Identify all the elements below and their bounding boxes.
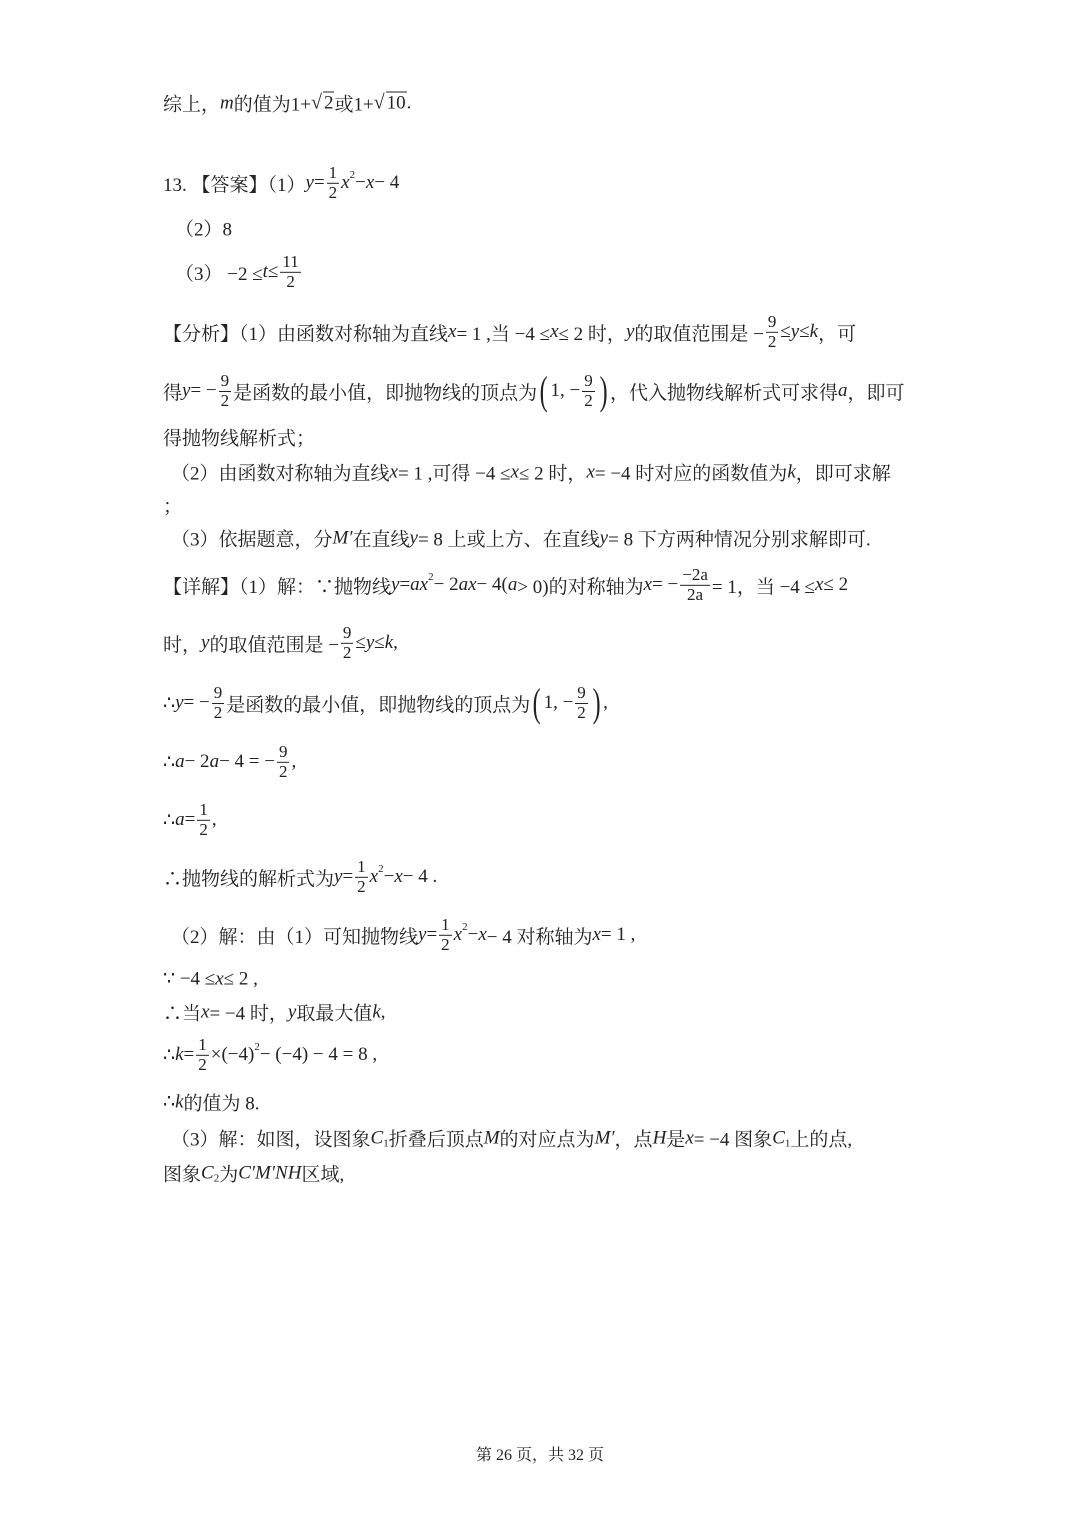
text-run: 1, − [543, 692, 574, 713]
text-run: 【分析】（1）由函数对称轴为直线 [163, 323, 449, 345]
text-line [163, 424, 315, 451]
text-run: ×(−4) [210, 1044, 255, 1065]
text-run: 是函数的最小值，即抛物线的顶点为 [233, 382, 538, 404]
fraction-numerator: 1 [328, 162, 338, 182]
text-run: − 4 = − [219, 751, 275, 772]
fraction [582, 372, 595, 410]
text-run: 在直线 [352, 529, 410, 551]
text-run: > 0)的对称轴为 [517, 576, 644, 598]
text-run: 区域, [301, 1164, 345, 1186]
text-run: ，点 [614, 1129, 653, 1151]
text-line [171, 525, 871, 552]
text-run: = 1 ,当 −4 ≤ [456, 323, 551, 345]
text-run: ∴ [163, 692, 176, 714]
fraction [766, 313, 779, 351]
text-run: ≤ [799, 321, 810, 342]
math-variable: y [287, 1001, 297, 1022]
fraction-numerator: 9 [584, 370, 593, 390]
text-run: ≤ [267, 261, 279, 282]
text-run: 的对应点为 [499, 1129, 595, 1151]
text-run: 得抛物线解析式； [163, 428, 316, 450]
math-variable: a [507, 574, 518, 595]
sqrt-radicand: 10 [386, 92, 406, 114]
text-run: ∵ −4 ≤ [163, 968, 216, 990]
fraction-numerator: 1 [357, 856, 366, 876]
text-run: ，即可 [847, 382, 905, 404]
math-variable: x [389, 461, 398, 482]
text-run: 的值为 8. [183, 1093, 260, 1115]
fraction-numerator: 1 [199, 799, 208, 819]
text-run: 图象 [163, 1164, 202, 1186]
math-variable: x [201, 1001, 210, 1022]
text-run: 取最大值 [296, 1003, 373, 1025]
subscript: 1 [383, 1137, 389, 1149]
text-run: ∴ [163, 1044, 176, 1066]
text-line [163, 1036, 377, 1074]
text-run: = [313, 172, 325, 193]
math-variable: x [394, 866, 403, 887]
fraction [680, 566, 710, 604]
math-variable: H [652, 1127, 667, 1148]
text-run: = [184, 809, 196, 830]
text-line [163, 968, 258, 991]
fraction-denominator: 2 [278, 761, 288, 781]
math-variable: C [772, 1127, 785, 1148]
text-run: , [211, 809, 217, 830]
math-variable: x [453, 924, 463, 945]
math-variable: x [215, 968, 224, 989]
text-run: − [467, 924, 479, 945]
text-run: 【详解】（1）解：∵抛物线 [163, 576, 392, 598]
text-run: ≤ [355, 632, 366, 653]
text-run: − [355, 172, 366, 193]
math-variable: a [209, 751, 220, 772]
math-variable: ax [458, 574, 477, 595]
math-variable: y [790, 321, 800, 342]
math-variable: k [787, 461, 796, 482]
text-run: − 4( [476, 574, 508, 595]
text-run: 的取值范围是 − [209, 634, 339, 656]
text-run: = 1 ,可得 −4 ≤ [397, 463, 511, 485]
text-run: 是 [666, 1129, 686, 1151]
math-variable: x [510, 461, 519, 482]
fraction [277, 743, 290, 781]
math-variable: m [220, 92, 234, 113]
math-variable: x [369, 866, 379, 887]
math-variable: y [625, 321, 635, 342]
text-run: = 1 , [600, 924, 636, 945]
text-run: 1, − [550, 380, 581, 401]
text-run: （2）8 [175, 219, 233, 241]
math-variable: y [391, 574, 400, 595]
text-run: = −4 时， [209, 1003, 288, 1025]
fraction-numerator: 9 [577, 682, 586, 702]
text-line [171, 916, 635, 954]
text-run: ； [163, 496, 183, 518]
fraction [197, 801, 210, 839]
math-variable: k [384, 632, 394, 653]
fraction-numerator: −2a [682, 564, 708, 584]
text-line [175, 253, 303, 291]
math-variable: y [182, 380, 191, 401]
text-run: 折叠后顶点 [388, 1129, 484, 1151]
fraction-denominator: 2 [584, 390, 593, 410]
text-run: 13. 【答案】（1） [163, 174, 306, 196]
text-run: 是函数的最小值，即抛物线的顶点为 [226, 694, 531, 716]
text-run: = 8 下方两种情况分别求解即可. [608, 529, 871, 551]
text-run: 为 [219, 1164, 239, 1186]
fraction-numerator: 1 [441, 914, 450, 934]
fraction-denominator: 2 [342, 642, 352, 662]
text-run: . [406, 92, 412, 113]
math-variable: x [592, 924, 601, 945]
text-run: 或1+ [334, 94, 374, 116]
large-parenthesis: ) [592, 680, 601, 725]
text-line [163, 801, 217, 839]
math-variable: M′ [594, 1127, 615, 1148]
text-run: = 1，当 −4 ≤ [711, 576, 815, 598]
fraction [355, 858, 368, 896]
text-run: 上的点, [790, 1129, 853, 1151]
math-variable: x [448, 321, 457, 342]
fraction-denominator: 2 [198, 1054, 207, 1074]
text-line [163, 1089, 260, 1116]
text-line [163, 999, 386, 1026]
fraction-numerator: 1 [198, 1034, 207, 1054]
text-run: ≤ 2 时， [558, 323, 626, 345]
math-variable: M′ [332, 527, 353, 548]
large-parenthesis: ) [599, 368, 608, 413]
superscript: 2 [378, 863, 384, 875]
text-run: − 2 [433, 574, 459, 595]
text-line [163, 743, 296, 781]
text-run: （3）依据题意，分 [171, 529, 333, 551]
math-variable: y [201, 632, 210, 653]
text-line [163, 313, 856, 351]
superscript: 2 [462, 921, 468, 933]
sqrt-icon: √ [310, 91, 322, 114]
text-line [163, 566, 848, 604]
fraction-numerator: 11 [282, 251, 299, 271]
text-line [175, 215, 232, 242]
fraction [327, 164, 340, 202]
math-variable: y [409, 527, 418, 548]
fraction-denominator: 2 [286, 271, 295, 291]
math-variable: k [175, 1091, 184, 1112]
text-line [171, 1125, 852, 1152]
text-run: − 4 [374, 172, 400, 193]
math-variable: x [365, 172, 375, 193]
math-variable: y [365, 632, 375, 653]
fraction-numerator: 9 [220, 370, 230, 390]
math-variable: x [685, 1127, 694, 1148]
fraction-denominator: 2 [213, 702, 223, 722]
text-run: = −4 时对应的函数值为 [594, 463, 788, 485]
fraction [341, 624, 354, 662]
math-variable: x [550, 321, 559, 342]
math-variable: a [838, 380, 848, 401]
fraction-denominator: 2 [357, 876, 366, 896]
text-line [163, 858, 437, 896]
text-run: − 4 . [402, 866, 438, 887]
fraction [280, 253, 300, 291]
text-run: , [291, 751, 297, 772]
text-run: ≤ 2 [823, 574, 849, 595]
subscript: 2 [213, 1172, 220, 1184]
text-run: ≤ 2 , [223, 968, 258, 989]
fraction-denominator: 2 [441, 934, 450, 954]
fraction [219, 372, 232, 410]
text-run: = −4 图象 [693, 1129, 773, 1151]
text-run: （2）解：由（1）可知抛物线 [171, 926, 419, 948]
text-run: ，可 [818, 323, 857, 345]
math-variable: k [175, 1044, 184, 1065]
superscript: 2 [254, 1041, 260, 1053]
text-run: ，代入抛物线解析式可求得 [610, 382, 839, 404]
text-run: = [426, 924, 438, 945]
fraction [212, 684, 225, 722]
math-variable: x [586, 461, 595, 482]
fraction [439, 916, 452, 954]
text-line [163, 368, 905, 413]
text-line [163, 492, 182, 519]
text-run: 的值为1+ [233, 94, 311, 116]
text-run: 的取值范围是 − [634, 323, 764, 345]
page-footer: 第 26 页，共 32 页 [475, 1447, 604, 1464]
math-variable: x [814, 574, 824, 595]
text-run: ∴抛物线的解析式为 [163, 868, 335, 890]
text-run: = − [183, 692, 210, 713]
math-variable: ax [410, 574, 429, 595]
text-run: = [342, 866, 354, 887]
math-variable: C′M′NH [238, 1162, 302, 1183]
text-run: , [603, 692, 608, 713]
math-variable: y [599, 527, 609, 548]
large-parenthesis: ( [532, 680, 541, 725]
fraction-denominator: 2 [220, 390, 230, 410]
text-run: ∴ [163, 1091, 176, 1113]
text-run: , [393, 632, 398, 653]
text-line [163, 680, 608, 725]
text-run: ∴ [163, 809, 176, 831]
fraction-numerator: 9 [278, 741, 288, 761]
text-run: ∴当 [163, 1003, 202, 1025]
text-run: （2）由函数对称轴为直线 [171, 463, 390, 485]
math-variable: a [175, 751, 185, 772]
text-run: 综上， [163, 94, 221, 116]
fraction [196, 1036, 209, 1074]
text-line [163, 624, 398, 662]
text-run: （3）解：如图，设图象 [171, 1129, 371, 1151]
subscript: 1 [784, 1137, 791, 1149]
text-run: ≤ [374, 632, 385, 653]
text-line [171, 459, 891, 486]
fraction-denominator: 2 [199, 819, 208, 839]
superscript: 2 [349, 169, 356, 181]
fraction-numerator: 9 [767, 311, 777, 331]
text-run: , [380, 1001, 386, 1022]
text-run: = − [190, 380, 217, 401]
math-variable: t [262, 261, 268, 282]
text-line [163, 164, 399, 202]
text-run: ，即可求解 [795, 463, 891, 485]
text-run: ≤ 2 时， [519, 463, 587, 485]
text-run: 得 [163, 382, 183, 404]
math-variable: y [418, 924, 427, 945]
sqrt-icon: √ [373, 91, 385, 114]
text-run: = − [652, 574, 679, 595]
math-variable: y [175, 692, 184, 713]
math-variable: y [334, 866, 343, 887]
text-run: = [399, 574, 411, 595]
math-variable: x [478, 924, 487, 945]
fraction-numerator: 9 [213, 682, 223, 702]
fraction-denominator: 2 [767, 331, 777, 351]
math-variable: a [175, 809, 185, 830]
sqrt-radicand: 2 [323, 92, 334, 114]
fraction-numerator: 9 [342, 622, 352, 642]
text-run: − (−4) − 4 = 8 , [259, 1044, 378, 1065]
large-parenthesis: ( [539, 368, 548, 413]
math-variable: C [201, 1162, 214, 1183]
fraction-denominator: 2a [687, 584, 704, 604]
fraction [575, 684, 588, 722]
math-variable: k [372, 1001, 381, 1022]
math-variable: x [643, 574, 653, 595]
text-run: （3） −2 ≤ [175, 263, 263, 285]
math-variable: x [341, 172, 350, 193]
text-run: ∴ [163, 751, 176, 773]
math-variable: k [809, 321, 819, 342]
math-variable: M [483, 1127, 500, 1148]
fraction-denominator: 2 [328, 182, 338, 202]
text-run: = [183, 1044, 195, 1065]
text-run: = 8 上或上方、在直线 [417, 529, 600, 551]
math-variable: C [370, 1127, 384, 1148]
text-run: 时， [163, 634, 202, 656]
text-run: − 2 [184, 751, 210, 772]
text-run: − 4 对称轴为 [486, 926, 593, 948]
text-run: ≤ [780, 321, 791, 342]
math-variable: y [305, 172, 314, 193]
superscript: 2 [428, 571, 434, 583]
text-run: − [383, 866, 395, 887]
text-line [163, 1160, 344, 1187]
fraction-denominator: 2 [577, 702, 586, 722]
text-line [163, 90, 411, 117]
